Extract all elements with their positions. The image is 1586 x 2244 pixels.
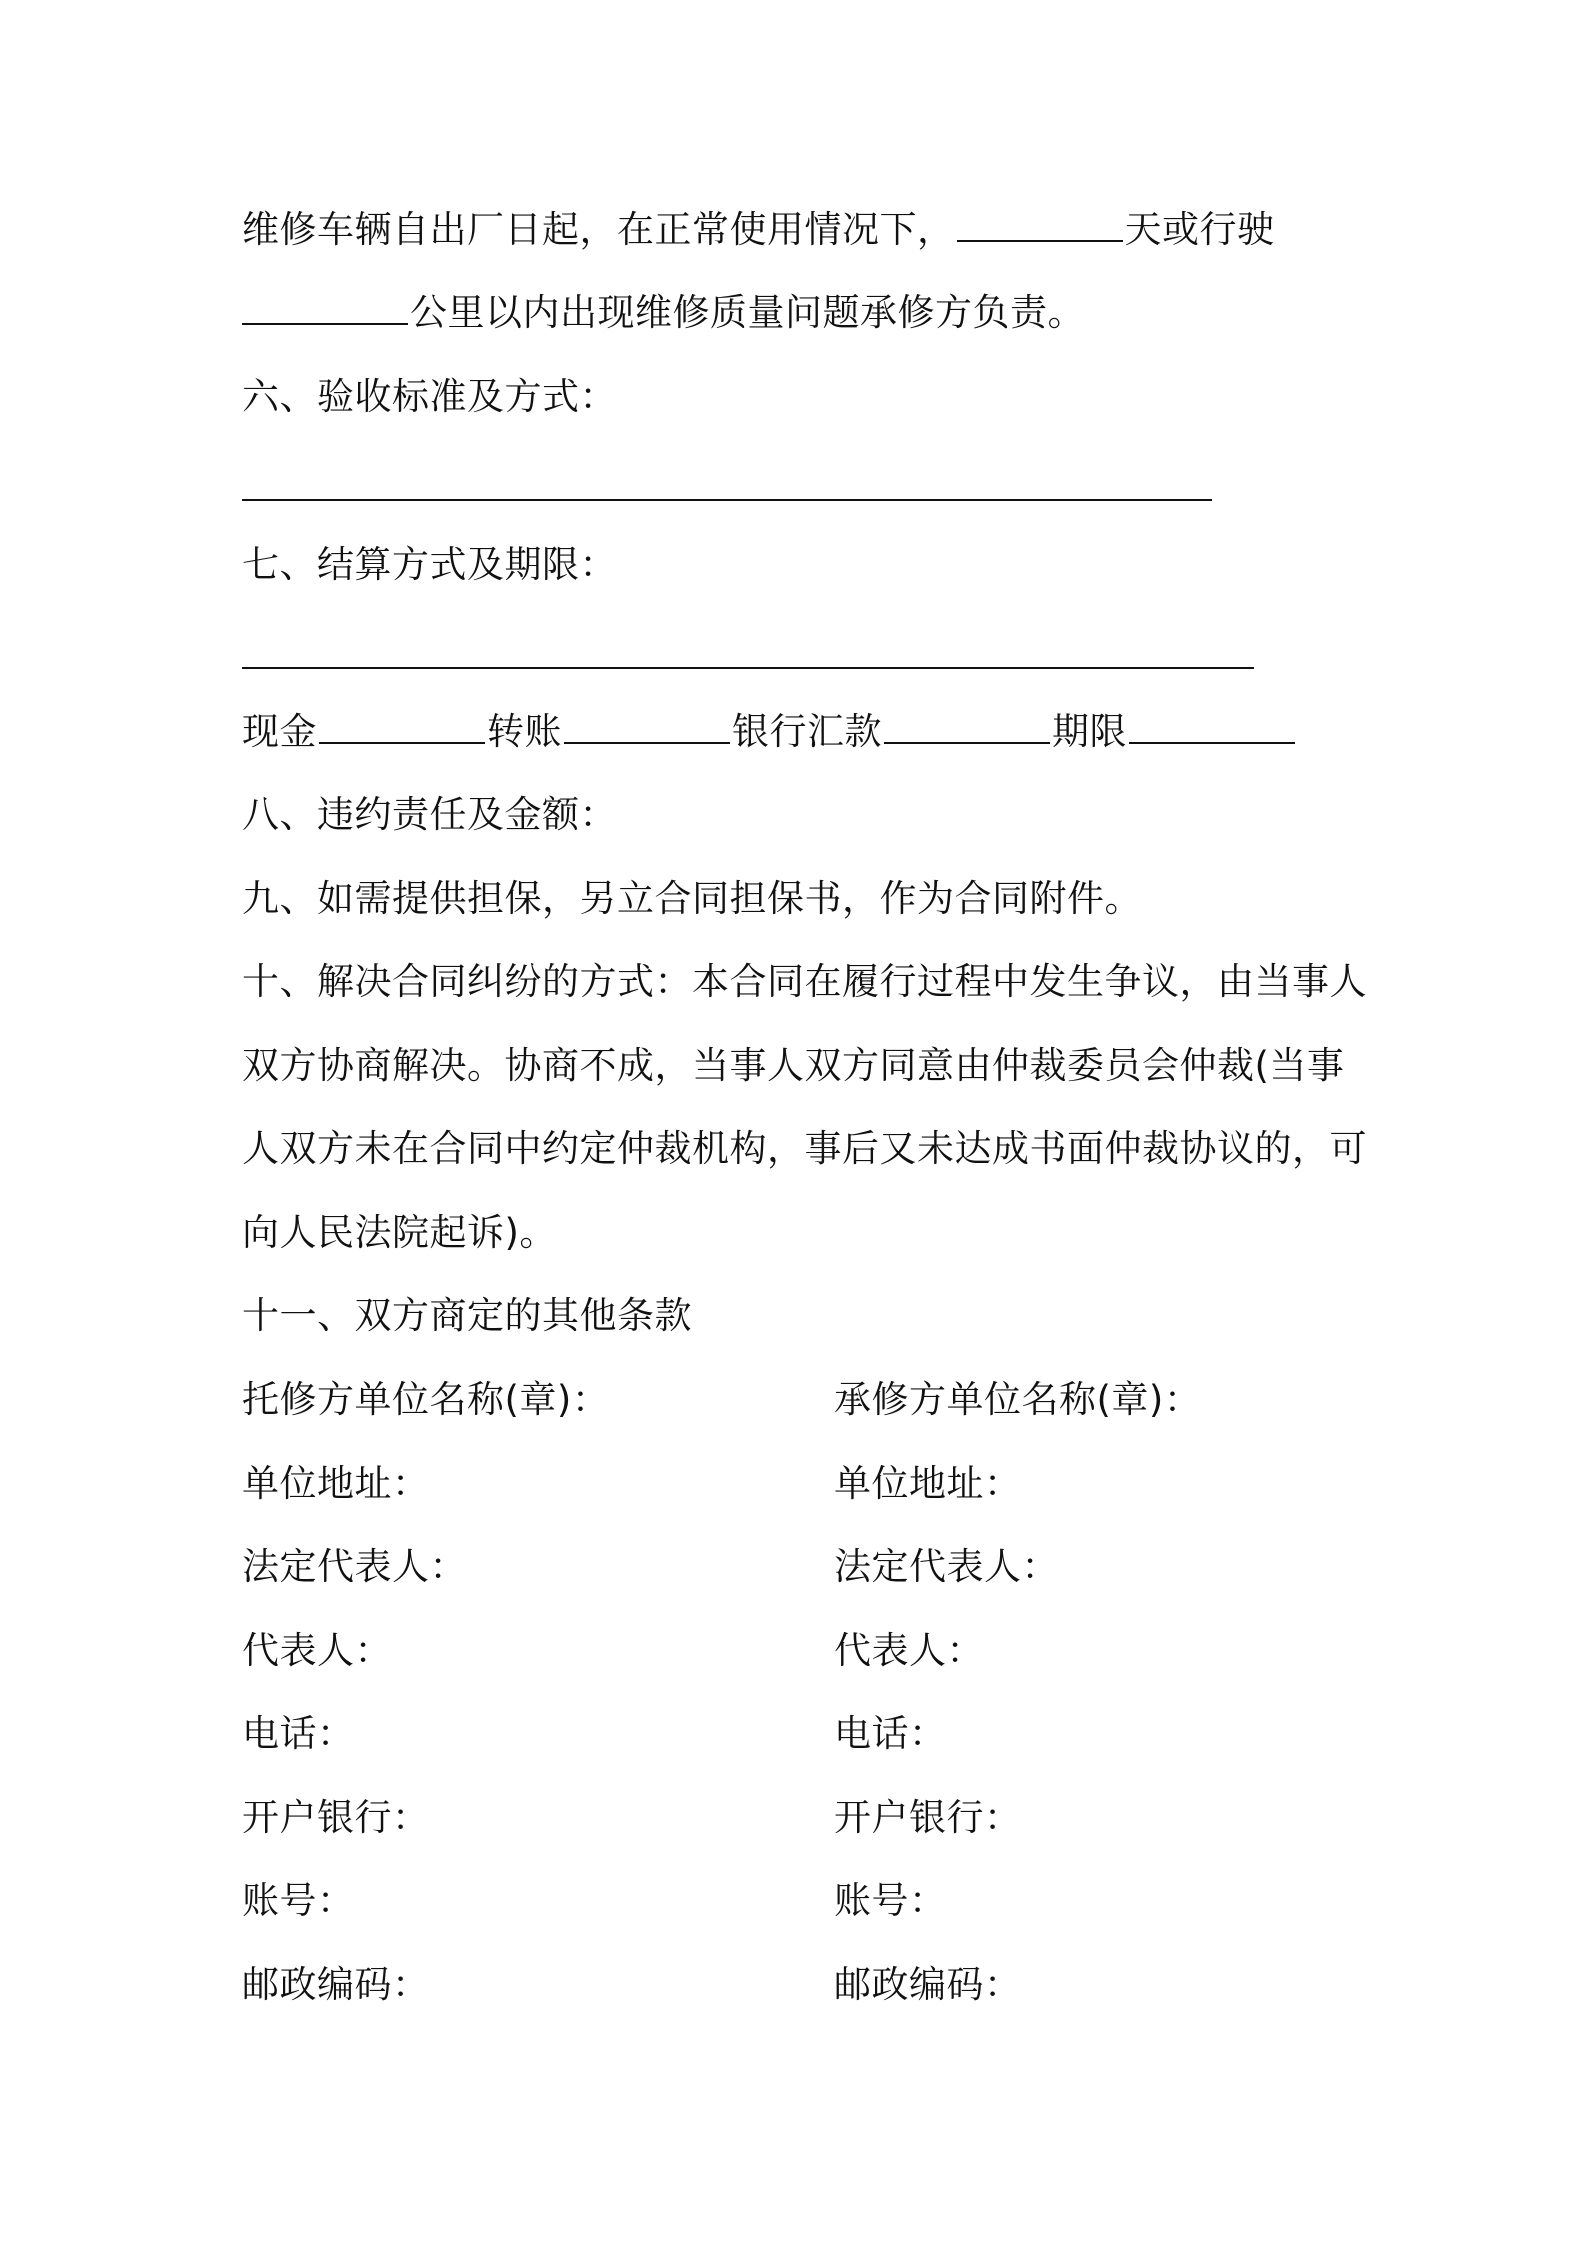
term-label: 期限 [1052,710,1127,753]
left-phone-label: 电话： [242,1712,355,1755]
left-unit-name-label: 托修方单位名称(章)： [242,1378,610,1421]
transfer-label: 转账 [487,710,562,753]
remit-label: 银行汇款 [732,710,882,753]
section-6-blank-rule [242,499,1212,501]
payment-methods-line [242,707,1297,757]
section-11-heading: 十一、双方商定的其他条款 [242,1294,692,1337]
right-agent-label: 代表人： [834,1629,984,1672]
right-postcode-label: 邮政编码： [834,1963,1022,2006]
right-phone-label: 电话： [834,1712,947,1755]
warranty-km-blank [242,293,408,325]
transfer-blank [564,712,730,744]
cash-label: 现金 [242,710,317,753]
left-account-label: 账号： [242,1879,355,1922]
left-legal-rep-label: 法定代表人： [242,1545,467,1588]
remit-blank [884,712,1050,744]
warranty-line-2 [242,288,1085,338]
left-address-label: 单位地址： [242,1462,430,1505]
right-bank-label: 开户银行： [834,1796,1022,1839]
left-postcode-label: 邮政编码： [242,1963,430,2006]
section-10-line-4: 向人民法院起诉)。 [242,1211,557,1254]
warranty-line-1-suffix: 天或行驶 [1124,208,1275,251]
warranty-line-1-text: 维修车辆自出厂日起，在正常使用情况下， [242,208,955,251]
right-account-label: 账号： [834,1879,947,1922]
section-7-blank-rule [242,667,1254,669]
section-10-line-1: 十、解决合同纠纷的方式：本合同在履行过程中发生争议，由当事人 [242,960,1367,1003]
warranty-line-1 [242,205,1275,255]
left-bank-label: 开户银行： [242,1796,430,1839]
left-agent-label: 代表人： [242,1629,392,1672]
right-unit-name-label: 承修方单位名称(章)： [834,1378,1202,1421]
term-blank [1129,712,1295,744]
warranty-line-2-text: 公里以内出现维修质量问题承修方负责。 [410,291,1085,334]
section-10-line-2: 双方协商解决。协商不成，当事人双方同意由仲裁委员会仲裁(当事 [242,1044,1345,1087]
section-10-line-3: 人双方未在合同中约定仲裁机构，事后又未达成书面仲裁协议的，可 [242,1127,1367,1170]
section-9-text: 九、如需提供担保，另立合同担保书，作为合同附件。 [242,877,1142,920]
section-7-heading: 七、结算方式及期限： [242,543,617,586]
section-6-heading: 六、验收标准及方式： [242,375,617,418]
section-8-heading: 八、违约责任及金额： [242,793,617,836]
warranty-days-blank [957,210,1123,242]
right-legal-rep-label: 法定代表人： [834,1545,1059,1588]
right-address-label: 单位地址： [834,1462,1022,1505]
cash-blank [319,712,485,744]
